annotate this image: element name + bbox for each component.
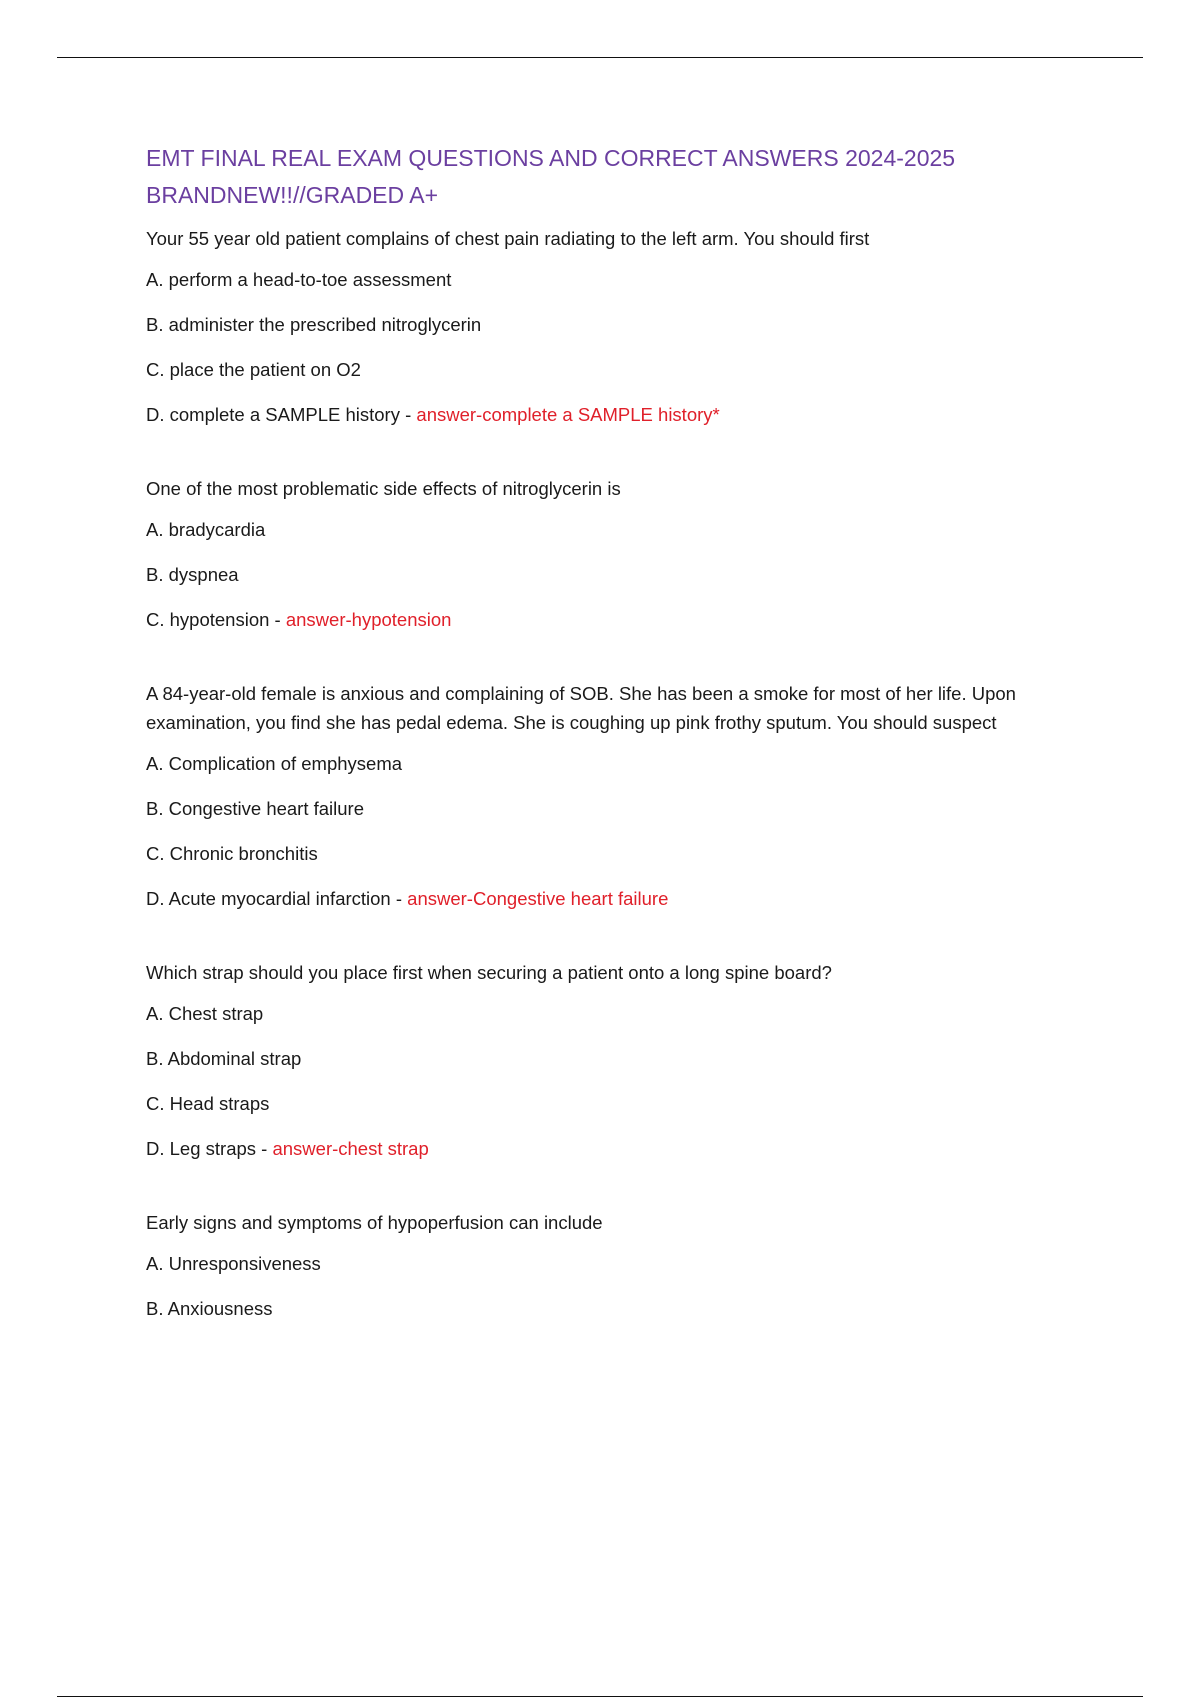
option	[146, 516, 1086, 544]
option	[146, 1000, 1086, 1028]
header-rule	[57, 57, 1143, 58]
option-text: D. Leg straps -	[146, 1138, 273, 1159]
option	[146, 606, 1086, 634]
option-text: A. Unresponsiveness	[146, 1253, 321, 1274]
answer-text: answer-complete a SAMPLE history*	[416, 404, 720, 425]
answer-text: answer-Congestive heart failure	[407, 888, 669, 909]
option-text: D. Acute myocardial infarction -	[146, 888, 408, 909]
question-5	[146, 1208, 1086, 1323]
option	[146, 1135, 1086, 1163]
document-body	[146, 140, 1086, 1340]
option	[146, 311, 1086, 339]
option	[146, 266, 1086, 294]
question-1	[146, 224, 1086, 429]
option	[146, 1045, 1086, 1073]
option-text: C. place the patient on O2	[146, 359, 361, 380]
option	[146, 1250, 1086, 1278]
option-text: A. Complication of emphysema	[146, 753, 403, 774]
option	[146, 356, 1086, 384]
question-text: A 84-year-old female is anxious and complaining of SOB. She has been a smoke for most of her life. Upon examination, you find she has pedal edema. She is coughing up pink frothy sputum. You should suspect	[146, 683, 1016, 733]
question-text: Early signs and symptoms of hypoperfusion can include	[146, 1212, 603, 1233]
question-text: One of the most problematic side effects of nitroglycerin is	[146, 478, 621, 499]
option	[146, 885, 1086, 913]
option-text: A. bradycardia	[146, 519, 266, 540]
option	[146, 750, 1086, 778]
option-text: B. dyspnea	[146, 564, 239, 585]
option	[146, 795, 1086, 823]
footer-rule	[57, 1696, 1143, 1697]
question-text: Which strap should you place first when securing a patient onto a long spine board?	[146, 962, 832, 983]
option	[146, 561, 1086, 589]
option-text: B. Anxiousness	[146, 1298, 273, 1319]
answer-text: answer-chest strap	[272, 1138, 429, 1159]
question-4	[146, 958, 1086, 1163]
option-text: A. perform a head-to-toe assessment	[146, 269, 452, 290]
question-3	[146, 679, 1086, 913]
option	[146, 1295, 1086, 1323]
option-text: C. Head straps	[146, 1093, 270, 1114]
document-title: EMT FINAL REAL EXAM QUESTIONS AND CORRECT ANSWERS 2024-2025 BRANDNEW!!//GRADED A+	[146, 145, 956, 208]
question-2	[146, 474, 1086, 634]
question-text: Your 55 year old patient complains of chest pain radiating to the left arm. You should first	[146, 228, 870, 249]
option-text: D. complete a SAMPLE history -	[146, 404, 417, 425]
option	[146, 840, 1086, 868]
option	[146, 401, 1086, 429]
option-text: B. Abdominal strap	[146, 1048, 302, 1069]
option-text: A. Chest strap	[146, 1003, 264, 1024]
answer-text: answer-hypotension	[285, 609, 452, 630]
option-text: B. administer the prescribed nitroglycerin	[146, 314, 482, 335]
option-text: B. Congestive heart failure	[146, 798, 365, 819]
option-text: C. hypotension -	[146, 609, 286, 630]
option-text: C. Chronic bronchitis	[146, 843, 318, 864]
option	[146, 1090, 1086, 1118]
